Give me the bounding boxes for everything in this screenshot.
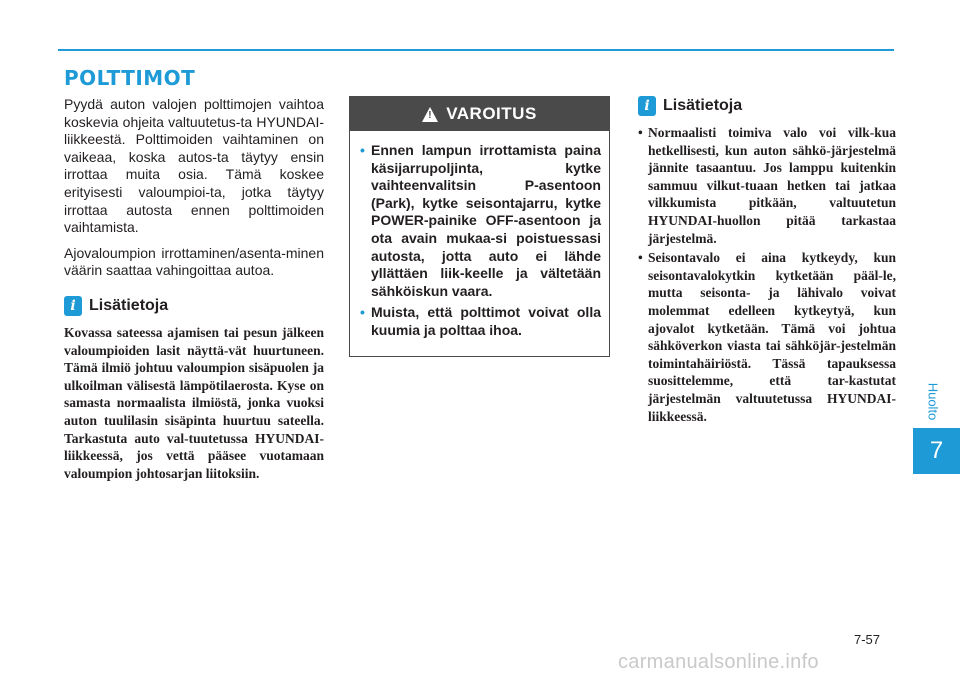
- warning-title: VAROITUS: [446, 104, 537, 123]
- watermark: carmanualsonline.info: [618, 651, 819, 673]
- paragraph: Pyydä auton valojen polttimojen vaihtoa koskevia ohjeita valtuutetus-ta HYUNDAI-liikkeestä. Polttimoiden vaihtaminen on vaikeaa, koska autos-ta täytyy ensin irrottaa muita osia. Tämä koskee erityisesti valoumpioi-ta, jotka täytyy irrottaa autosta ennen polttimoiden vaihtamista.: [64, 96, 324, 236]
- info-heading: [638, 96, 896, 116]
- bullet-icon: •: [360, 142, 365, 158]
- bullet-icon: •: [360, 304, 365, 321]
- info-item: • Seisontavalo ei aina kytkeydy, kun seisontavalokytkin kytketään pääl-le, mutta seisonta- ja lähivalo voivat molemmat edelleen kytkeytyä, kun ajovalot kytketään. Tämä voi johtua sähköverkon viasta tai sähköjär-jestelmän toimintahäiriöstä. Tässä tapauksessa suosittelemme, että tar-kastutat järjestelmän valtuutetussa HYUNDAI-liikkeessä.: [638, 250, 896, 424]
- warning-item: • Ennen lampun irrottamista paina käsijarrupoljinta, kytke vaihteenvalitsin P-asentoon (Park), kytke seisontajarru, kytke POWER-painike OFF-asentoon ja ota avain mukaa-si poistuessasi autosta, jotta auto ei lähde yllättäen liik-keelle ja vältetään sähköiskun vaara.: [360, 142, 601, 299]
- info-title: Lisätietoja: [663, 97, 743, 114]
- bullet-icon: •: [638, 125, 643, 140]
- info-heading: [64, 296, 324, 316]
- section-title: POLTTIMOT: [64, 66, 196, 90]
- side-section-label: Huolto: [925, 382, 941, 420]
- warning-header: [350, 97, 609, 131]
- info-title: Lisätietoja: [89, 296, 169, 314]
- info-icon: i: [64, 296, 82, 316]
- column-right: [638, 96, 896, 427]
- info-item: • Normaalisti toimiva valo voi vilk-kua hetkellisesti, kun auton sähkö-järjestelmä jännite tasaantuu. Jos lamppu kuitenkin sammuu vilkut-tuaan hetken tai jatkaa vilkkumista pitkään, valtuutetun HYUNDAI-huollon pitää tarkastaa järjestelmä.: [638, 125, 896, 246]
- top-rule: [58, 49, 894, 51]
- chapter-tab: 7: [913, 428, 960, 474]
- warning-body: [350, 131, 609, 340]
- column-left: [64, 96, 324, 482]
- info-text: Kovassa sateessa ajamisen tai pesun jälkeen valoumpioiden lasit näyttä-vät huurtuneen. Tämä ilmiö johtuu valoumpion sisäpuolen ja ulkoilman välisestä lämpötilaerosta. Kyse on samasta normaalista ilmiöstä, jonka vuoksi auton tuulilasin sisäpinta huurtuu sateella. Tarkastuta auto val-tuutetussa HYUNDAI-liikkeessä, jos vettä pääsee vuotamaan valoumpion johtosarjan liitoksiin.: [64, 324, 324, 481]
- warning-box: [349, 96, 610, 357]
- page-number: 7-57: [854, 632, 881, 647]
- warning-item: • Muista, että polttimot voivat olla kuumia ja polttaa ihoa.: [360, 304, 601, 338]
- info-icon: i: [638, 96, 656, 116]
- bullet-icon: •: [638, 250, 643, 266]
- warning-triangle-icon: !: [422, 107, 438, 122]
- paragraph: Ajovaloumpion irrottaminen/asenta-minen väärin saattaa vahingoittaa autoa.: [64, 244, 324, 279]
